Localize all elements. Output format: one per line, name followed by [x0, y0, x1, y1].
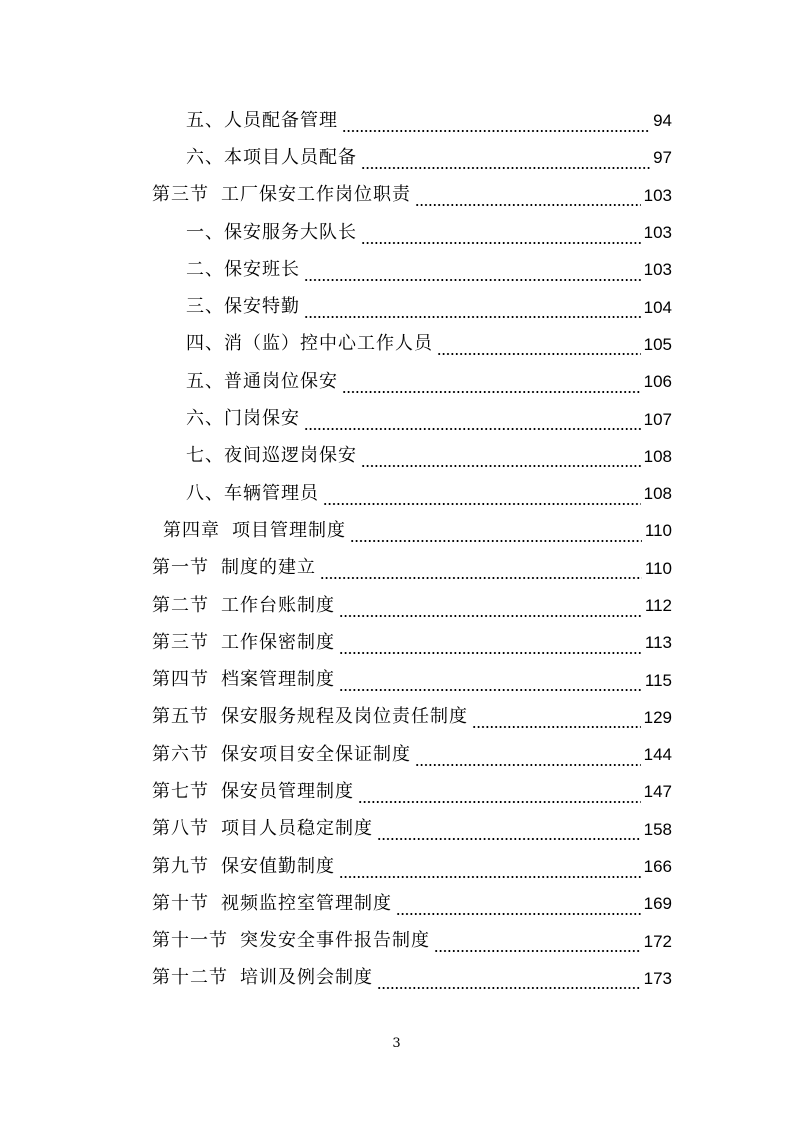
toc-leader-dots [320, 562, 642, 580]
toc-leader-dots [350, 525, 642, 543]
toc-entry-title: 消（监）控中心工作人员 [224, 333, 433, 355]
toc-entry[interactable] [0, 475, 672, 512]
toc-page-number: 108 [643, 484, 672, 504]
toc-leader-dots [472, 711, 641, 729]
toc-entry-prefix: 第十节 [152, 892, 209, 914]
toc-page-number: 166 [643, 857, 672, 877]
toc-entry-prefix: 一、 [186, 221, 224, 243]
toc-page-number: 103 [643, 185, 672, 205]
toc-leader-dots [304, 413, 641, 431]
toc-entry-title: 视频监控室管理制度 [221, 892, 392, 914]
toc-entry-title: 保安员管理制度 [221, 780, 354, 802]
toc-entry-title: 制度的建立 [221, 557, 316, 579]
toc-entry[interactable] [0, 214, 672, 251]
toc-entry[interactable] [0, 177, 672, 214]
toc-page-number: 115 [644, 670, 672, 690]
toc-leader-dots [339, 861, 641, 879]
toc-entry-prefix: 五、 [186, 109, 224, 131]
table-of-contents [0, 102, 793, 997]
toc-leader-dots [304, 301, 641, 319]
toc-leader-dots [437, 338, 641, 356]
toc-page-number: 158 [643, 819, 672, 839]
toc-entry-prefix: 第四节 [152, 669, 209, 691]
toc-entry[interactable] [0, 624, 672, 661]
toc-entry-title: 工作保密制度 [221, 631, 335, 653]
toc-leader-dots [415, 749, 641, 767]
toc-entry[interactable] [0, 326, 672, 363]
toc-page-number: 105 [643, 334, 672, 354]
toc-entry[interactable] [0, 811, 672, 848]
toc-leader-dots [304, 264, 641, 282]
toc-entry-text [152, 186, 411, 204]
toc-entry-prefix: 第九节 [152, 855, 209, 877]
toc-page-number: 113 [644, 633, 672, 653]
toc-leader-dots [339, 600, 642, 618]
toc-leader-dots [323, 488, 641, 506]
toc-leader-dots [339, 674, 642, 692]
toc-entry-title: 保安项目安全保证制度 [221, 743, 411, 765]
toc-entry-text [186, 298, 300, 316]
toc-entry-title: 突发安全事件报告制度 [240, 930, 430, 952]
toc-entry[interactable] [0, 400, 672, 437]
toc-entry[interactable] [0, 699, 672, 736]
toc-entry-title: 人员配备管理 [224, 109, 338, 131]
toc-page-number: 104 [643, 297, 672, 317]
toc-page-number: 144 [643, 745, 672, 765]
toc-leader-dots [342, 376, 641, 394]
toc-entry[interactable] [0, 587, 672, 624]
toc-entry-text [152, 932, 430, 950]
toc-entry-text [186, 370, 338, 392]
toc-entry-prefix: 三、 [186, 296, 224, 318]
toc-leader-dots [361, 152, 650, 170]
toc-entry[interactable] [0, 960, 672, 997]
toc-entry-text [152, 708, 468, 726]
toc-entry-prefix: 第二节 [152, 594, 209, 616]
toc-entry-prefix: 五、 [186, 370, 224, 392]
toc-page-number: 106 [643, 372, 672, 392]
toc-entry-text [152, 594, 335, 616]
toc-page-number: 110 [644, 558, 672, 578]
toc-entry-prefix: 第十二节 [152, 967, 228, 989]
toc-entry-prefix: 第四章 [163, 519, 220, 541]
toc-entry[interactable] [0, 848, 672, 885]
toc-page-number: 103 [643, 260, 672, 280]
toc-entry[interactable] [0, 139, 672, 176]
toc-entry-text [152, 892, 392, 914]
toc-page-number: 169 [643, 894, 672, 914]
toc-page-number: 147 [643, 782, 672, 802]
toc-leader-dots [342, 115, 650, 133]
toc-entry-prefix: 第五节 [152, 706, 209, 728]
toc-entry[interactable] [0, 288, 672, 325]
toc-entry-text [186, 410, 300, 428]
toc-page-number: 108 [643, 446, 672, 466]
toc-entry-prefix: 第三节 [152, 631, 209, 653]
toc-entry-title: 工作台账制度 [221, 594, 335, 616]
toc-entry-title: 保安服务大队长 [224, 221, 357, 243]
toc-page-number: 112 [644, 596, 672, 615]
toc-entry-text [186, 221, 357, 243]
toc-entry-title: 本项目人员配备 [224, 146, 357, 168]
toc-page-number: 103 [643, 223, 672, 243]
toc-page-number: 94 [653, 111, 672, 131]
toc-entry-prefix: 二、 [186, 258, 224, 280]
toc-entry-text [186, 146, 357, 168]
toc-page-number: 173 [643, 968, 672, 988]
toc-page-number: 129 [643, 707, 672, 727]
toc-page-number: 107 [643, 409, 672, 429]
toc-entry[interactable] [0, 661, 672, 698]
toc-entry-text [163, 519, 346, 541]
toc-entry-text [186, 258, 300, 280]
toc-entry[interactable] [0, 102, 672, 139]
toc-entry-title: 项目人员稳定制度 [221, 818, 373, 840]
toc-entry-title: 门岗保安 [224, 408, 300, 430]
toc-entry-text [152, 855, 335, 877]
toc-entry-text [186, 447, 357, 465]
toc-entry-text [152, 631, 335, 653]
toc-entry-title: 档案管理制度 [221, 669, 335, 691]
toc-entry-prefix: 七、 [186, 445, 224, 467]
toc-entry-title: 夜间巡逻岗保安 [224, 445, 357, 467]
toc-entry-title: 项目管理制度 [232, 519, 346, 541]
toc-entry-text [152, 743, 411, 765]
toc-entry-text [186, 335, 433, 353]
toc-entry-text [186, 109, 338, 131]
toc-entry[interactable] [0, 438, 672, 475]
toc-entry-text [186, 482, 319, 504]
toc-page-number: 97 [653, 148, 672, 168]
toc-leader-dots [415, 189, 641, 207]
toc-entry-title: 工厂保安工作岗位职责 [221, 184, 411, 206]
toc-entry-prefix: 第七节 [152, 780, 209, 802]
page-number-footer: 3 [392, 1036, 401, 1051]
toc-leader-dots [361, 450, 641, 468]
toc-page-number: 110 [644, 521, 672, 541]
toc-entry-chapter[interactable] [0, 512, 672, 549]
toc-entry[interactable] [0, 363, 672, 400]
toc-entry-title: 车辆管理员 [224, 482, 319, 504]
toc-entry-title: 保安值勤制度 [221, 855, 335, 877]
toc-entry-title: 保安服务规程及岗位责任制度 [221, 706, 468, 728]
toc-leader-dots [377, 972, 641, 990]
toc-entry-text [152, 671, 335, 689]
toc-leader-dots [339, 637, 642, 655]
toc-page-number: 172 [643, 931, 672, 951]
toc-entry[interactable] [0, 773, 672, 810]
toc-entry-prefix: 八、 [186, 482, 224, 504]
toc-entry-prefix: 第六节 [152, 743, 209, 765]
toc-entry-title: 普通岗位保安 [224, 370, 338, 392]
toc-entry-prefix: 第一节 [152, 557, 209, 579]
toc-entry-text [152, 780, 354, 802]
toc-entry-prefix: 第三节 [152, 184, 209, 206]
toc-entry-text [152, 969, 373, 987]
toc-entry[interactable] [0, 736, 672, 773]
toc-entry-title: 保安班长 [224, 258, 300, 280]
toc-entry-prefix: 六、 [186, 146, 224, 168]
toc-entry[interactable] [0, 251, 672, 288]
toc-entry[interactable] [0, 923, 672, 960]
toc-entry[interactable] [0, 550, 672, 587]
toc-entry[interactable] [0, 885, 672, 922]
toc-leader-dots [396, 898, 641, 916]
toc-entry-title: 培训及例会制度 [240, 967, 373, 989]
toc-entry-prefix: 第八节 [152, 818, 209, 840]
toc-entry-prefix: 六、 [186, 408, 224, 430]
toc-leader-dots [377, 823, 641, 841]
toc-entry-prefix: 第十一节 [152, 930, 228, 952]
toc-leader-dots [358, 786, 641, 804]
toc-leader-dots [434, 935, 641, 953]
toc-entry-text [152, 559, 316, 577]
toc-entry-prefix: 四、 [186, 333, 224, 355]
toc-entry-title: 保安特勤 [224, 296, 300, 318]
toc-leader-dots [361, 227, 641, 245]
toc-entry-text [152, 820, 373, 838]
